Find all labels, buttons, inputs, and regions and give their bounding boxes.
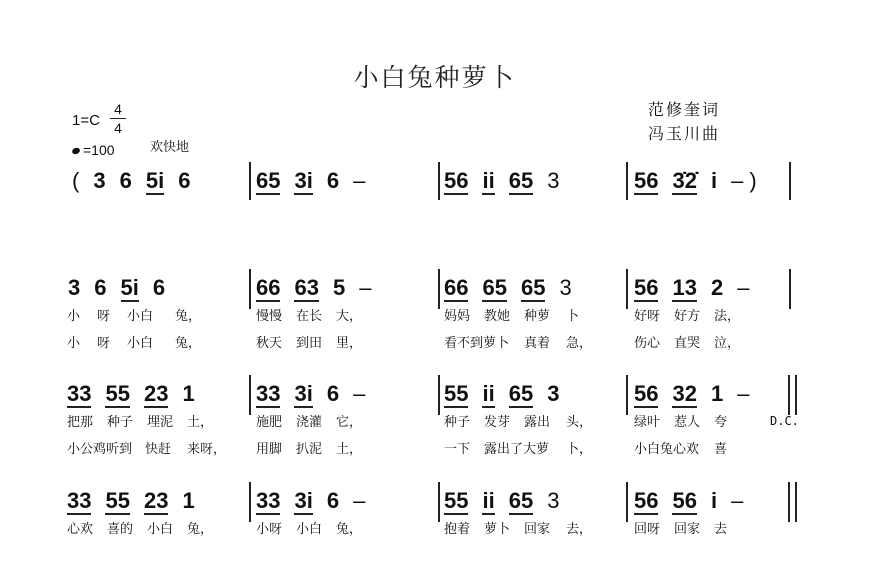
lyric: 小白 — [127, 336, 154, 351]
measure-notes — [72, 168, 204, 195]
note-group: 3i — [294, 381, 313, 406]
barline — [438, 375, 440, 415]
lyric: 一下 — [444, 442, 471, 457]
lyric: 在长 — [296, 309, 323, 324]
barline — [438, 162, 440, 200]
lyrics-verse2 — [444, 332, 592, 351]
note-group: 65 — [256, 168, 281, 193]
note: 6 — [119, 168, 132, 193]
note-group: 23 — [143, 488, 169, 513]
barline — [249, 375, 251, 415]
lyrics-verse2 — [67, 332, 201, 351]
time-signature — [110, 101, 126, 136]
note: 3 — [68, 275, 81, 300]
lyric: 兔， — [175, 336, 202, 351]
lyric: 教她 — [484, 309, 511, 324]
lyric: 呀 — [97, 309, 111, 324]
note-group: 33 — [256, 381, 281, 406]
lyric: 小 — [67, 336, 81, 351]
lyric: 急， — [566, 336, 593, 351]
lyrics-verse2 — [634, 332, 740, 351]
lyric: 埋泥 — [147, 415, 174, 430]
note-group: 23 — [143, 381, 169, 406]
measure-notes — [634, 168, 771, 195]
note-group: 55 — [444, 381, 469, 406]
measure-notes — [68, 275, 179, 302]
note-group: 65 — [520, 275, 546, 300]
lyric: 来呀， — [187, 442, 227, 457]
note: 3 — [93, 168, 106, 193]
note-group: 56 — [672, 488, 697, 513]
note-group: 65 — [508, 381, 534, 406]
lyric: 兔， — [187, 522, 214, 537]
lyric: 大， — [336, 309, 363, 324]
measure-notes — [634, 381, 763, 408]
lyric: 小公鸡听到 — [67, 442, 133, 457]
lyric: 快赶 — [145, 442, 172, 457]
lyric: 泣， — [714, 336, 741, 351]
lyric: 种子 — [444, 415, 471, 430]
note-group: 66 — [444, 275, 469, 300]
measure-notes — [256, 275, 385, 302]
lyrics-verse1 — [256, 411, 362, 430]
lyric: 里， — [336, 336, 363, 351]
note: 5 — [332, 275, 346, 300]
note-group: 56 — [634, 488, 659, 513]
measure-notes — [256, 381, 379, 408]
barline — [626, 162, 628, 200]
lyric: 回呀 — [634, 522, 661, 537]
lyric: 绿叶 — [634, 415, 661, 430]
lyric: 种子 — [107, 415, 134, 430]
credits — [648, 98, 720, 146]
measure-notes — [444, 488, 573, 515]
note-group: 65 — [508, 168, 534, 193]
lyric: 妈妈 — [444, 309, 471, 324]
note: 1 — [182, 381, 195, 406]
lyrics-verse1 — [634, 305, 740, 324]
lyric: 施肥 — [256, 415, 283, 430]
note-group: 66 — [256, 275, 281, 300]
lyrics-verse2 — [634, 438, 727, 457]
lyrics-verse1 — [444, 305, 579, 324]
lyric: 用脚 — [256, 442, 283, 457]
dash: – — [353, 168, 366, 193]
lyrics-verse2 — [256, 332, 362, 351]
lyric: 小白 — [296, 522, 323, 537]
lyrics-verse1 — [444, 411, 592, 430]
note-group: 65 — [482, 275, 507, 300]
lyric: 回家 — [524, 522, 551, 537]
lyrics-verse1 — [256, 305, 362, 324]
note-group: 13 — [672, 275, 697, 300]
lyric: 惹人 — [674, 415, 701, 430]
measure-notes — [256, 488, 379, 515]
lyric: 去， — [566, 522, 593, 537]
lyric: 卜， — [566, 442, 593, 457]
lyric: 去 — [714, 522, 728, 537]
lyric: 抱着 — [444, 522, 471, 537]
lyric: 兔， — [336, 522, 363, 537]
lyrics-verse1 — [67, 518, 213, 537]
lyrics-verse2 — [67, 438, 226, 457]
note-group: 63 — [294, 275, 319, 300]
note: 6 — [152, 275, 166, 300]
dash: – — [737, 381, 750, 406]
lyric: 夸 — [714, 415, 728, 430]
lyric: 浇灌 — [296, 415, 323, 430]
barline — [249, 162, 251, 200]
lyric: 慢慢 — [256, 309, 283, 324]
barline — [626, 269, 628, 309]
final-double-barline — [788, 482, 797, 522]
lyric: 好呀 — [634, 309, 661, 324]
note: 6 — [178, 168, 191, 193]
lyric: 把那 — [67, 415, 94, 430]
measure-notes — [67, 488, 209, 515]
lyric: 真着 — [524, 336, 551, 351]
lyric: 露出了大萝 — [484, 442, 550, 457]
composer: 冯玉川曲 — [648, 124, 721, 143]
close-paren: ) — [749, 168, 757, 193]
lyric: 到田 — [296, 336, 323, 351]
note-group: 56 — [634, 168, 659, 193]
lyric: 法， — [714, 309, 741, 324]
note-group: 55 — [105, 381, 130, 406]
lyric: 小白兔心欢 — [634, 442, 700, 457]
note-group: 5i — [120, 275, 139, 300]
note: 6 — [326, 488, 340, 513]
note-group: ii — [482, 168, 495, 193]
barline — [438, 482, 440, 522]
note: 3 — [547, 168, 560, 193]
lyric: 喜 — [714, 442, 728, 457]
lyric: 呀 — [97, 336, 111, 351]
time-signature-top: 4 — [114, 101, 122, 117]
lyric: 好方 — [674, 309, 701, 324]
time-signature-line — [110, 118, 126, 119]
note-group: 55 — [105, 488, 130, 513]
note-group: 56 — [634, 381, 659, 406]
lyric: 扒泥 — [296, 442, 323, 457]
open-paren: ( — [72, 168, 80, 193]
tempo-value: =100 — [83, 142, 115, 158]
lyric: 小 — [67, 309, 81, 324]
barline — [789, 269, 791, 309]
lyrics-verse1 — [634, 518, 727, 537]
note-group: 56 — [444, 168, 469, 193]
key-signature: 1=C — [72, 112, 100, 129]
note-group: 55 — [444, 488, 469, 513]
lyric: 种萝 — [524, 309, 551, 324]
lyric: 露出 — [524, 415, 551, 430]
note: 6 — [326, 168, 340, 193]
measure-notes — [444, 275, 586, 302]
lyric: 萝卜 — [484, 522, 511, 537]
time-signature-bottom: 4 — [114, 120, 122, 136]
dash: – — [359, 275, 372, 300]
lyrics-verse1 — [256, 518, 362, 537]
barline — [249, 482, 251, 522]
lyric: 土， — [336, 442, 363, 457]
measure-notes — [444, 168, 573, 195]
note: 3 — [547, 488, 560, 513]
dash: – — [353, 381, 366, 406]
lyric: 心欢 — [67, 522, 94, 537]
lyric: 土， — [187, 415, 214, 430]
da-capo-mark: D.C. — [770, 414, 799, 428]
note-group: 33 — [67, 488, 92, 513]
measure-notes — [444, 381, 573, 408]
lyricist: 范修奎词 — [648, 100, 721, 119]
lyrics-verse1 — [444, 518, 592, 537]
lyric: 头， — [566, 415, 593, 430]
note: 1 — [182, 488, 195, 513]
note-group: ii — [482, 488, 495, 513]
note: i — [710, 488, 718, 513]
lyrics-verse2 — [256, 438, 362, 457]
note-group: 33 — [67, 381, 92, 406]
lyric: 发芽 — [484, 415, 511, 430]
measure-notes — [634, 275, 763, 302]
note: 3 — [559, 275, 572, 300]
note-group: 65 — [508, 488, 534, 513]
lyric: 小白 — [147, 522, 174, 537]
note-group: 3̇2̇ — [672, 168, 697, 193]
tempo-marking — [72, 142, 115, 158]
lyrics-verse1 — [634, 411, 727, 430]
lyric: 卜 — [566, 309, 580, 324]
note-group: 32 — [672, 381, 697, 406]
lyric: 兔， — [175, 309, 202, 324]
note: 2 — [710, 275, 724, 300]
lyric: 直哭 — [674, 336, 701, 351]
lyric: 伤心 — [634, 336, 661, 351]
final-double-barline — [788, 375, 797, 415]
barline — [626, 482, 628, 522]
lyrics-verse2 — [444, 438, 592, 457]
lyric: 秋天 — [256, 336, 283, 351]
note-group: 3i — [294, 168, 313, 193]
lyric: 回家 — [674, 522, 701, 537]
lyric: 它， — [336, 415, 363, 430]
lyrics-verse1 — [67, 411, 213, 430]
note: 1 — [710, 381, 724, 406]
lyrics-verse1 — [67, 305, 201, 324]
note-group: 56 — [634, 275, 659, 300]
lyric: 看不到萝卜 — [444, 336, 510, 351]
measure-notes — [256, 168, 379, 195]
barline — [438, 269, 440, 309]
note-group: 33 — [256, 488, 281, 513]
lyric: 小呀 — [256, 522, 283, 537]
note-group: 5i — [145, 168, 165, 193]
barline — [789, 162, 791, 200]
note-group: 3i — [294, 488, 313, 513]
barline — [249, 269, 251, 309]
expression-marking: 欢快地 — [150, 140, 190, 155]
lyric: 喜的 — [107, 522, 134, 537]
measure-notes — [67, 381, 209, 408]
note: 3 — [547, 381, 560, 406]
note: 6 — [94, 275, 107, 300]
barline — [626, 375, 628, 415]
dash: – — [731, 488, 744, 513]
measure-notes — [634, 488, 757, 515]
song-title: 小白兔种萝卜 — [353, 63, 516, 92]
dash: – — [731, 168, 744, 193]
note-group: ii — [482, 381, 495, 406]
note: 6 — [326, 381, 340, 406]
quarter-note-icon — [71, 147, 81, 155]
note: i — [710, 168, 718, 193]
lyric: 小白 — [127, 309, 154, 324]
dash: – — [737, 275, 750, 300]
dash: – — [353, 488, 366, 513]
